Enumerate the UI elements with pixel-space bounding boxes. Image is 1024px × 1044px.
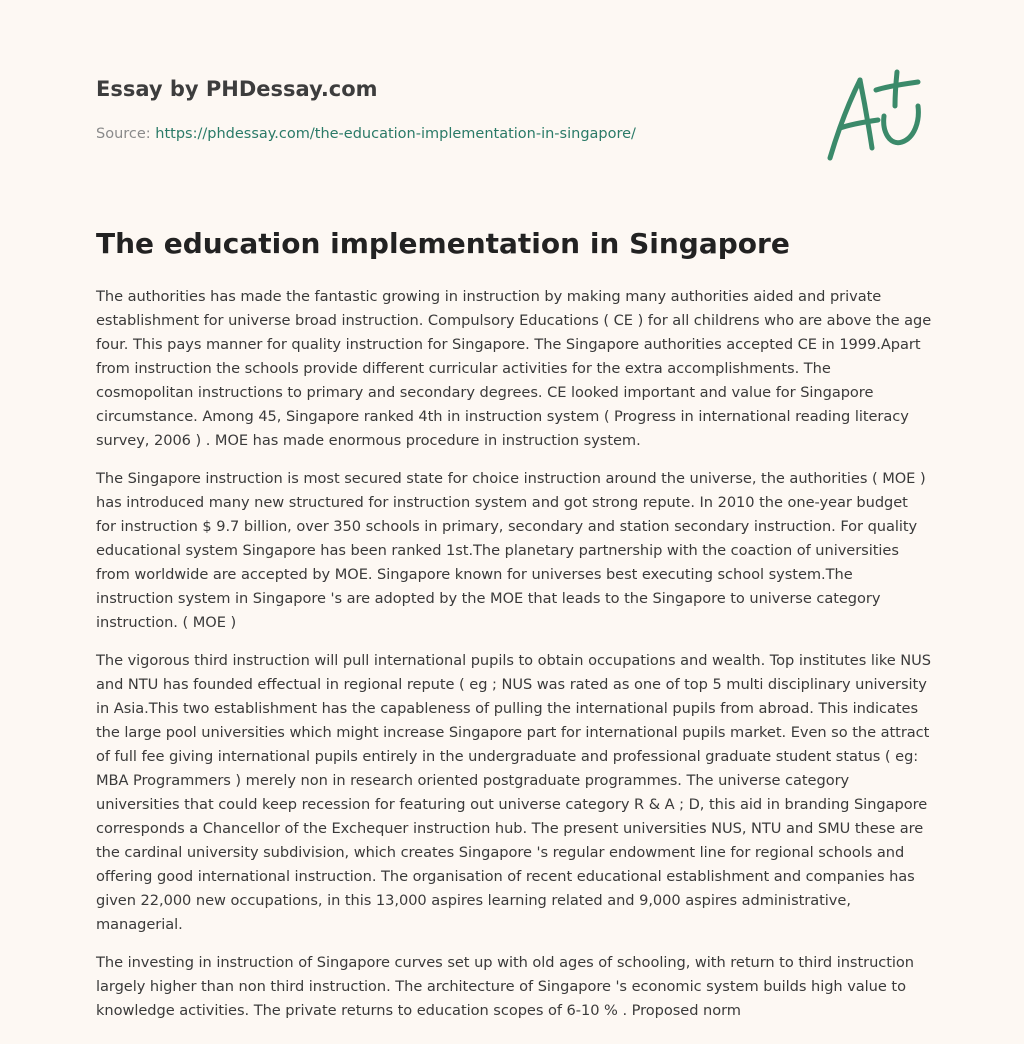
- source-line: [96, 124, 796, 144]
- source-label: Source:: [96, 126, 156, 142]
- source-link[interactable]: https://phdessay.com/the-education-implementation-in-singapore/: [155, 126, 636, 142]
- essay-title: The education implementation in Singapore: [96, 227, 790, 260]
- essay-paragraph: The vigorous third instruction will pull international pupils to obtain occupations and wealth. Top institutes like NUS and NTU has founded effectual in regional repute ( eg ; NUS was rated as one of top 5 multi disciplinary university in Asia.This two establishment has the capableness of pulling the international pupils from abroad. This indicates the large pool universities which might increase Singapore part for international pupils market. Even so the attract of full fee giving international pupils entirely in the undergraduate and professional graduate student status ( eg: MBA Programmers ) merely non in research oriented postgraduate programmes. The universe category universities that could keep recession for featuring out universe category R & A ; D, this aid in branding Singapore corresponds a Chancellor of the Exchequer instruction hub. The present universities NUS, NTU and SMU these are the cardinal university subdivision, which creates Singapore 's regular endowment line for regional schools and offering good international instruction. The organisation of recent educational establishment and companies has given 22,000 new occupations, in this 13,000 aspires learning related and 9,000 aspires administrative, managerial.: [96, 652, 932, 933]
- essay-body: [96, 285, 932, 1037]
- essay-paragraph: The authorities has made the fantastic growing in instruction by making many authorities aided and private establishment for universe broad instruction. Compulsory Educations ( CE ) for all childrens who are above the age four. This pays manner for quality instruction for Singapore. The Singapore authorities accepted CE in 1999.Apart from instruction the schools provide different curricular activities for the extra accomplishments. The cosmopolitan instructions to primary and secondary degrees. CE looked important and value for Singapore circumstance. Among 45, Singapore ranked 4th in instruction system ( Progress in international reading literacy survey, 2006 ) . MOE has made enormous procedure in instruction system.: [96, 288, 932, 449]
- essay-paragraph: The investing in instruction of Singapore curves set up with old ages of schooling, with return to third instruction largely higher than non third instruction. The architecture of Singapore 's economic system builds high value to knowledge activities. The private returns to education scopes of 6-10 % . Proposed norm: [96, 954, 914, 1019]
- a-plus-logo-icon: [820, 66, 930, 166]
- essay-paragraph: The Singapore instruction is most secured state for choice instruction around the universe, the authorities ( MOE ) has introduced many new structured for instruction system and got strong repute. In 2010 the one-year budget for instruction $ 9.7 billion, over 350 schools in primary, secondary and station secondary instruction. For quality educational system Singapore has been ranked 1st.The planetary partnership with the coaction of universities from worldwide are accepted by MOE. Singapore known for universes best executing school system.The instruction system in Singapore 's are adopted by the MOE that leads to the Singapore to universe category instruction. ( MOE ): [96, 470, 926, 631]
- essay-header: [96, 74, 796, 144]
- site-brand: Essay by PHDessay.com: [96, 77, 378, 101]
